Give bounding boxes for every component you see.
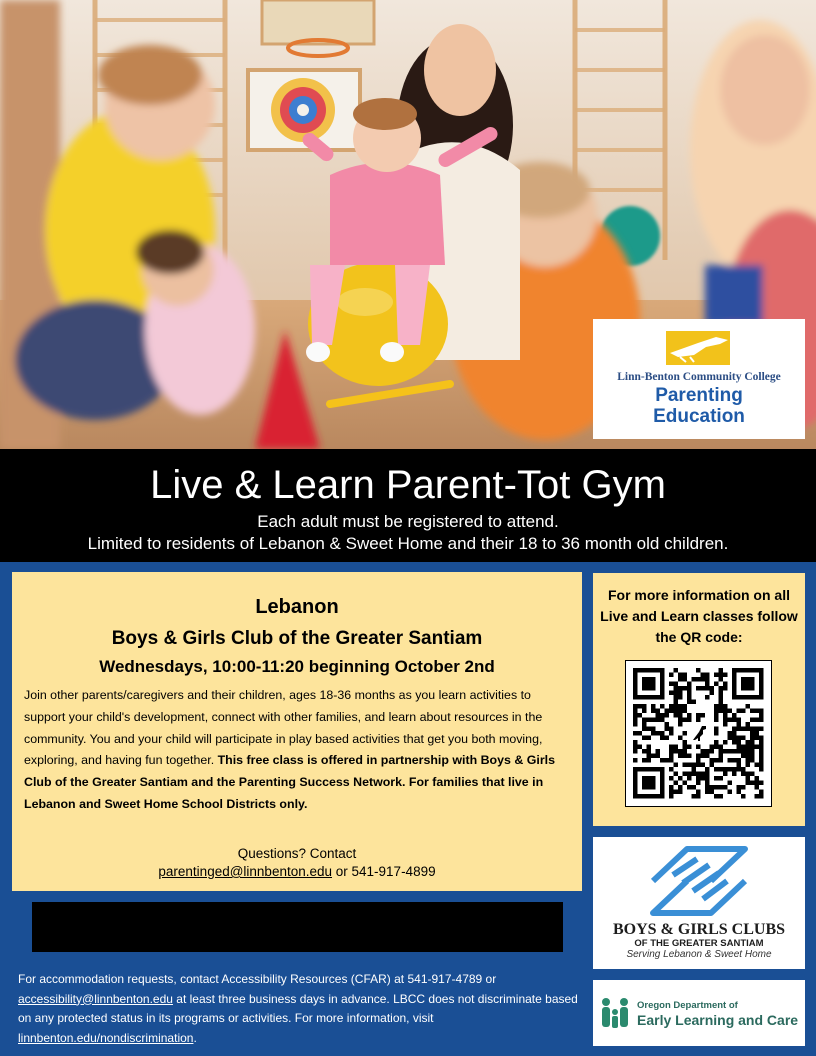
boys-girls-clubs-logo [593, 837, 805, 969]
class-details-panel [12, 572, 582, 891]
lbcc-parenting-education-logo [593, 319, 805, 439]
accessibility-email-link[interactable]: accessibility@linnbenton.edu [18, 991, 173, 1006]
qr-code-icon[interactable] [625, 660, 772, 807]
lbcc-program-name [593, 385, 805, 427]
class-city: Lebanon [255, 596, 339, 618]
bgc-name: BOYS & GIRLS CLUBS [612, 921, 786, 938]
lbcc-program-line1: Parenting [655, 385, 743, 406]
qr-code-graphic [626, 661, 771, 806]
class-schedule: Wednesdays, 10:00-11:20 beginning October 2nd [99, 657, 495, 676]
odelc-logo [593, 980, 805, 1046]
footer-text-1: For accommodation requests, contact Accessibility Resources (CFAR) at 541-917-4789 or [18, 972, 497, 986]
class-description [24, 685, 574, 816]
contact-email-link[interactable]: parentinged@linnbenton.edu [158, 864, 333, 879]
lbcc-college-name: Linn-Benton Community College [617, 371, 781, 383]
class-partnership-note: This free class is offered in partnership with Boys & Girls Club of the Greater Santiam and the Parenting Success Network. For families that live in Lebanon and Sweet Home School Districts only. [24, 753, 555, 811]
title-banner [0, 449, 816, 562]
more-info-panel [593, 573, 805, 826]
redacted-bar [32, 902, 563, 952]
accessibility-footer [18, 970, 578, 1048]
odelc-small-text: Oregon Department of [637, 1000, 738, 1011]
footer-text-3: . [193, 1030, 197, 1045]
nondiscrimination-link[interactable]: linnbenton.edu/nondiscrimination [18, 1030, 194, 1045]
family-figures-icon [598, 994, 632, 1032]
clasped-hands-icon [647, 845, 751, 917]
contact-info [12, 845, 582, 881]
contact-phone: or 541-917-4899 [332, 864, 436, 879]
contact-line [12, 863, 582, 881]
bgc-sub: OF THE GREATER SANTIAM [634, 938, 764, 949]
roadrunner-logo-icon [660, 331, 736, 365]
page-title: Live & Learn Parent-Tot Gym [150, 463, 666, 507]
odelc-big-text: Early Learning and Care [637, 1012, 799, 1028]
registration-note: Each adult must be registered to attend. [257, 512, 559, 531]
lbcc-program-line2: Education [653, 406, 745, 427]
bgc-tagline: Serving Lebanon & Sweet Home [626, 949, 772, 960]
class-description-text: Join other parents/caregivers and their children, ages 18-36 months as you learn activities to support your child's development, connect with other families, and learn about resources in the community. You and your child will participate in play based activities that get you both moving, exploring, and having fun together. [24, 688, 543, 768]
class-venue: Boys & Girls Club of the Greater Santiam [111, 628, 483, 649]
footer-text-2: at least three business days in advance. LBCC does not discriminate based on any protected status in its programs or activities. For more information, visit [18, 991, 578, 1025]
residency-note: Limited to residents of Lebanon & Sweet Home and their 18 to 36 month old children. [87, 534, 729, 553]
questions-label: Questions? Contact [237, 846, 357, 861]
more-info-text: For more information on all Live and Learn classes follow the QR code: [600, 587, 798, 645]
